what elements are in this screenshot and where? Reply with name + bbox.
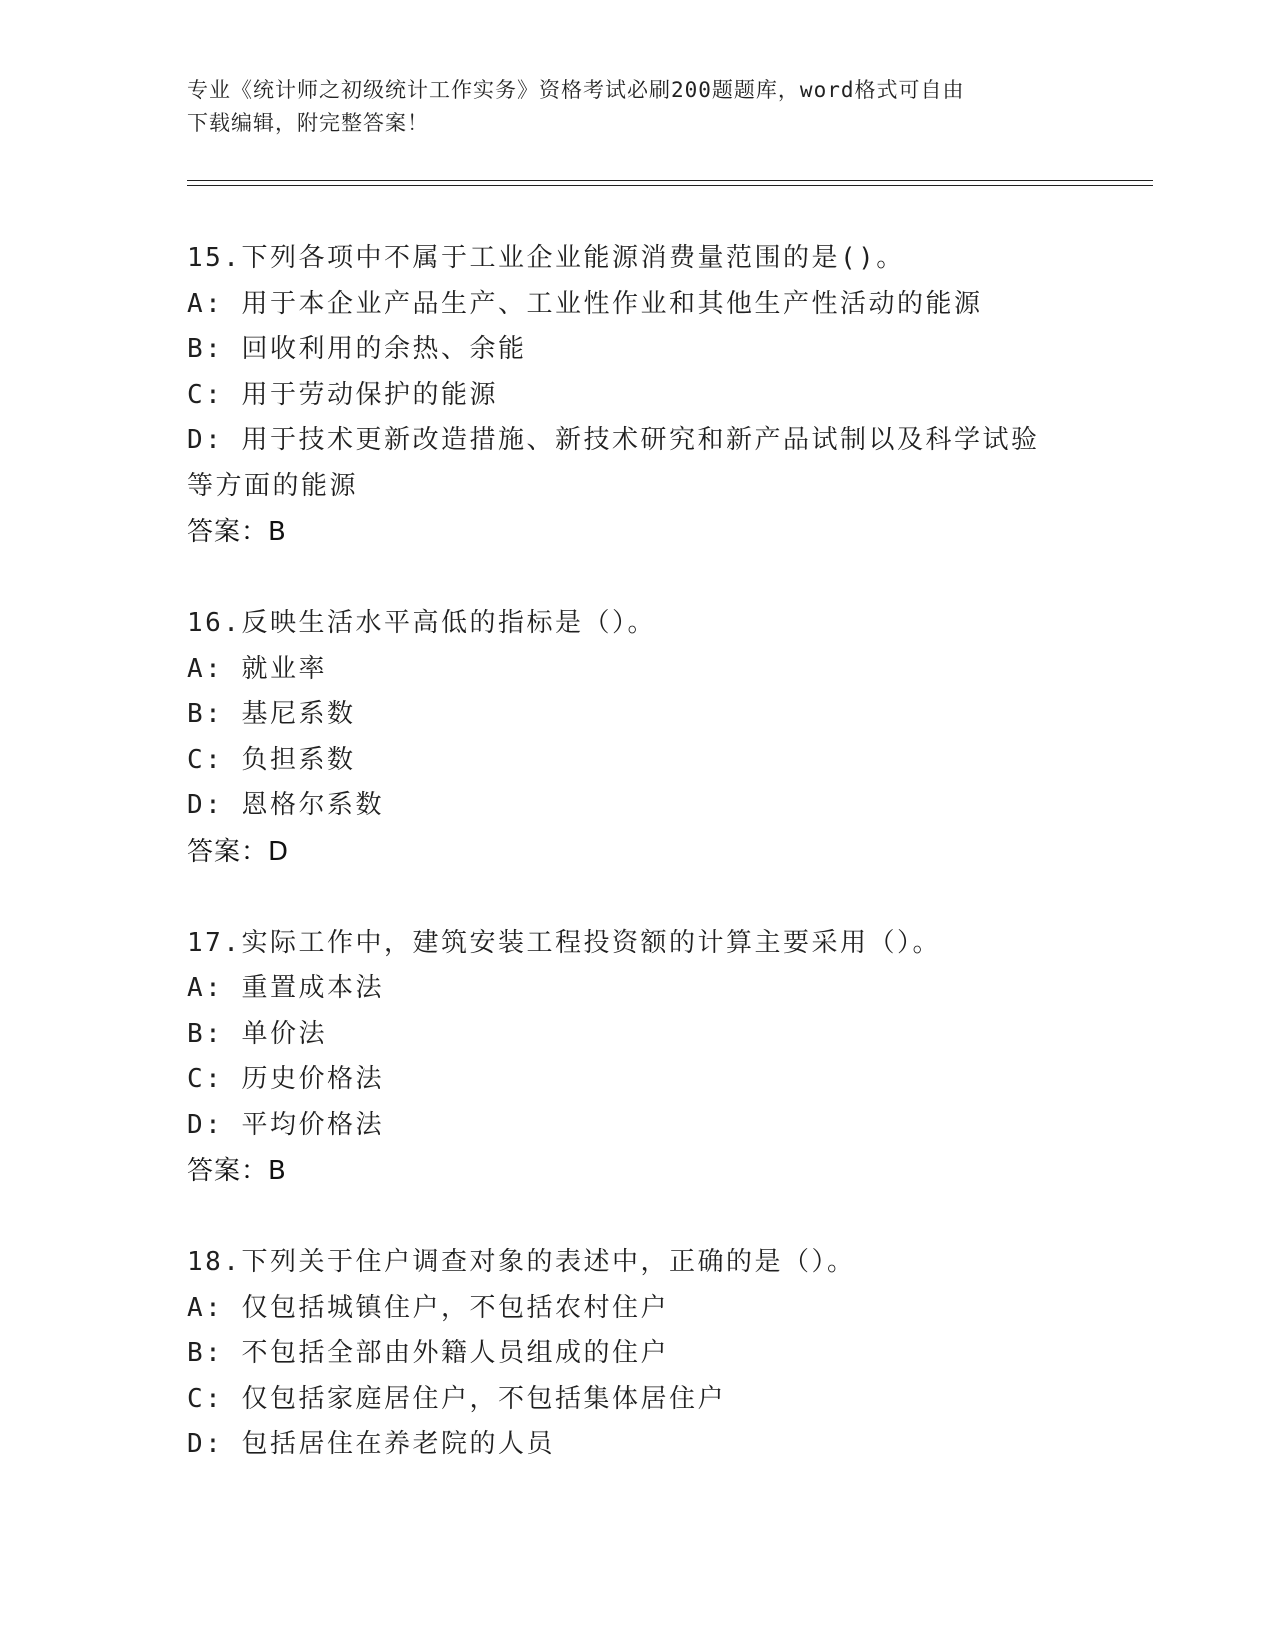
- answer: 答案：B: [187, 1156, 287, 1186]
- option-b: B: 单价法: [187, 1018, 327, 1049]
- header-line-2: 下载编辑，附完整答案！: [187, 111, 429, 135]
- option-b: B: 回收利用的余热、余能: [187, 334, 527, 364]
- option-a: A: 就业率: [187, 653, 327, 684]
- header-divider-bottom: [187, 185, 1153, 186]
- header-divider-top: [187, 180, 1153, 181]
- option-c: C: 历史价格法: [187, 1064, 384, 1094]
- option-b: B: 不包括全部由外籍人员组成的住户: [187, 1338, 669, 1368]
- option-d: D: 用于技术更新改造措施、新技术研究和新产品试制以及科学试验等方面的能源: [187, 425, 1040, 501]
- answer: 答案：B: [187, 517, 287, 547]
- option-c: C: 负担系数: [187, 744, 356, 775]
- answer: 答案：D: [187, 836, 290, 867]
- option-d: D: 包括居住在养老院的人员: [187, 1429, 555, 1459]
- option-d: D: 恩格尔系数: [187, 790, 384, 820]
- option-a: A: 重置成本法: [187, 973, 384, 1003]
- question-16: [187, 601, 1087, 875]
- question-18: [187, 1240, 1087, 1468]
- question-stem: 17.实际工作中，建筑安装工程投资额的计算主要采用（）。: [187, 927, 941, 958]
- option-b: B: 基尼系数: [187, 699, 356, 729]
- option-c: C: 仅包括家庭居住户，不包括集体居住户: [187, 1383, 726, 1414]
- question-17: [187, 921, 1087, 1195]
- option-c: C: 用于劳动保护的能源: [187, 379, 498, 410]
- header-line-1: 专业《统计师之初级统计工作实务》资格考试必刷200题题库，word格式可自由: [187, 78, 965, 102]
- option-a: A: 仅包括城镇住户，不包括农村住户: [187, 1292, 669, 1323]
- document-header: [187, 74, 1067, 140]
- question-15: [187, 236, 1087, 555]
- question-stem: 16.反映生活水平高低的指标是（）。: [187, 608, 656, 638]
- question-stem: 18.下列关于住户调查对象的表述中，正确的是（）。: [187, 1247, 856, 1277]
- question-stem: 15.下列各项中不属于工业企业能源消费量范围的是()。: [187, 243, 905, 273]
- option-a: A: 用于本企业产品生产、工业性作业和其他生产性活动的能源: [187, 288, 983, 319]
- option-d: D: 平均价格法: [187, 1109, 384, 1140]
- question-list: [187, 236, 1087, 1514]
